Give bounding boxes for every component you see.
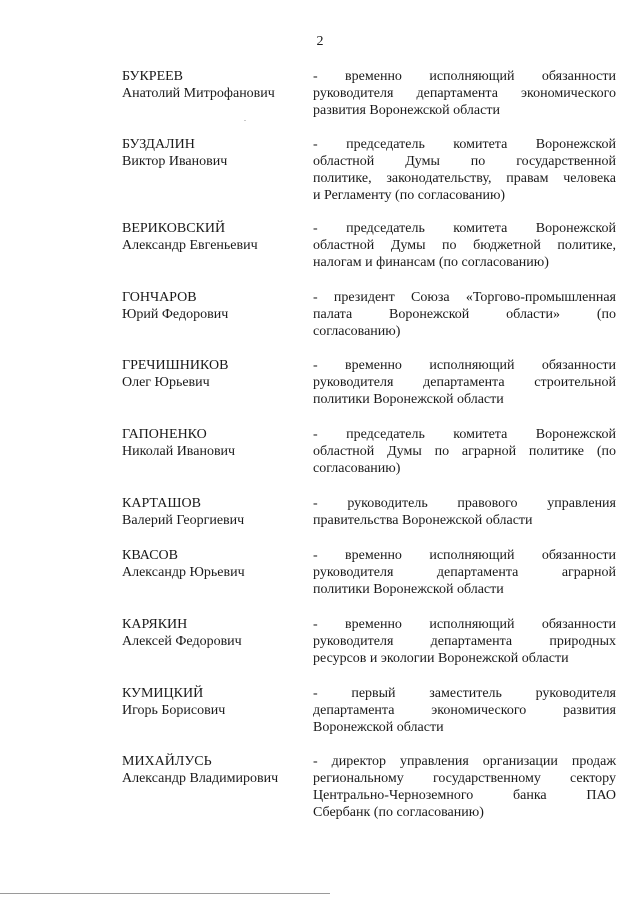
role-line: - руководитель правового управления [313, 496, 616, 511]
scan-artifact [244, 120, 246, 121]
member-surname: ГАПОНЕНКО [122, 427, 207, 442]
role-line: областной Думы по аграрной политике (по [313, 444, 616, 459]
member-role [313, 136, 616, 204]
member-name [122, 136, 302, 170]
member-given-names: Николай Иванович [122, 444, 236, 459]
member-name [122, 357, 302, 391]
member-role [313, 357, 616, 408]
role-line: согласованию) [313, 461, 401, 476]
role-line: областной Думы по государственной [313, 154, 616, 169]
member-surname: ВЕРИКОВСКИЙ [122, 221, 226, 236]
role-line: руководителя департамента природных [313, 634, 616, 649]
member-name [122, 426, 302, 460]
role-line: палата Воронежской области» (по [313, 307, 616, 322]
role-line: - директор управления организации продаж [313, 754, 616, 769]
role-line: согласованию) [313, 324, 401, 339]
member-given-names: Юрий Федорович [122, 307, 229, 322]
role-line: политики Воронежской области [313, 582, 504, 597]
member-name [122, 753, 302, 787]
member-role [313, 753, 616, 821]
role-line: Центрально-Черноземного банка ПАО [313, 788, 616, 803]
member-surname: КАРТАШОВ [122, 496, 201, 511]
role-line: департамента экономического развития [313, 703, 616, 718]
role-line: - временно исполняющий обязанности [313, 617, 616, 632]
member-role [313, 289, 616, 340]
role-line: руководителя департамента аграрной [313, 565, 616, 580]
role-line: и Регламенту (по согласованию) [313, 188, 506, 203]
member-name [122, 495, 302, 529]
member-surname: КУМИЦКИЙ [122, 686, 204, 701]
role-line: руководителя департамента строительной [313, 375, 616, 390]
member-role [313, 685, 616, 736]
member-role [313, 426, 616, 477]
page-number: 2 [316, 34, 324, 49]
member-given-names: Александр Владимирович [122, 771, 279, 786]
member-role [313, 547, 616, 598]
role-line: Сбербанк (по согласованию) [313, 805, 484, 820]
member-role [313, 495, 616, 529]
member-name [122, 220, 302, 254]
role-line: Воронежской области [313, 720, 444, 735]
member-name [122, 289, 302, 323]
role-line: - временно исполняющий обязанности [313, 548, 616, 563]
role-line: политике, законодательству, правам человека [313, 171, 616, 186]
member-surname: БУЗДАЛИН [122, 137, 195, 152]
role-line: областной Думы по бюджетной политике, [313, 238, 616, 253]
role-line: руководителя департамента экономического [313, 86, 616, 101]
member-given-names: Валерий Георгиевич [122, 513, 245, 528]
member-role [313, 616, 616, 667]
member-given-names: Виктор Иванович [122, 154, 228, 169]
role-line: - председатель комитета Воронежской [313, 427, 616, 442]
member-surname: МИХАЙЛУСЬ [122, 754, 212, 769]
role-line: - президент Союза «Торгово-промышленная [313, 290, 616, 305]
role-line: - первый заместитель руководителя [313, 686, 616, 701]
role-line: налогам и финансам (по согласованию) [313, 255, 549, 270]
scan-edge-line [0, 893, 330, 894]
member-given-names: Александр Юрьевич [122, 565, 245, 580]
role-line: политики Воронежской области [313, 392, 504, 407]
member-name [122, 685, 302, 719]
role-line: - председатель комитета Воронежской [313, 221, 616, 236]
role-line: ресурсов и экологии Воронежской области [313, 651, 569, 666]
role-line: - временно исполняющий обязанности [313, 69, 616, 84]
member-role [313, 68, 616, 119]
member-surname: КАРЯКИН [122, 617, 188, 632]
member-surname: БУКРЕЕВ [122, 69, 184, 84]
member-given-names: Игорь Борисович [122, 703, 226, 718]
role-line: - председатель комитета Воронежской [313, 137, 616, 152]
member-name [122, 616, 302, 650]
member-given-names: Анатолий Митрофанович [122, 86, 275, 101]
member-given-names: Олег Юрьевич [122, 375, 210, 390]
member-name [122, 68, 302, 102]
member-given-names: Александр Евгеньевич [122, 238, 258, 253]
role-line: - временно исполняющий обязанности [313, 358, 616, 373]
member-surname: ГОНЧАРОВ [122, 290, 197, 305]
member-given-names: Алексей Федорович [122, 634, 242, 649]
member-surname: ГРЕЧИШНИКОВ [122, 358, 229, 373]
member-surname: КВАСОВ [122, 548, 178, 563]
member-name [122, 547, 302, 581]
member-role [313, 220, 616, 271]
role-line: правительства Воронежской области [313, 513, 533, 528]
role-line: региональному государственному сектору [313, 771, 616, 786]
role-line: развития Воронежской области [313, 103, 500, 118]
